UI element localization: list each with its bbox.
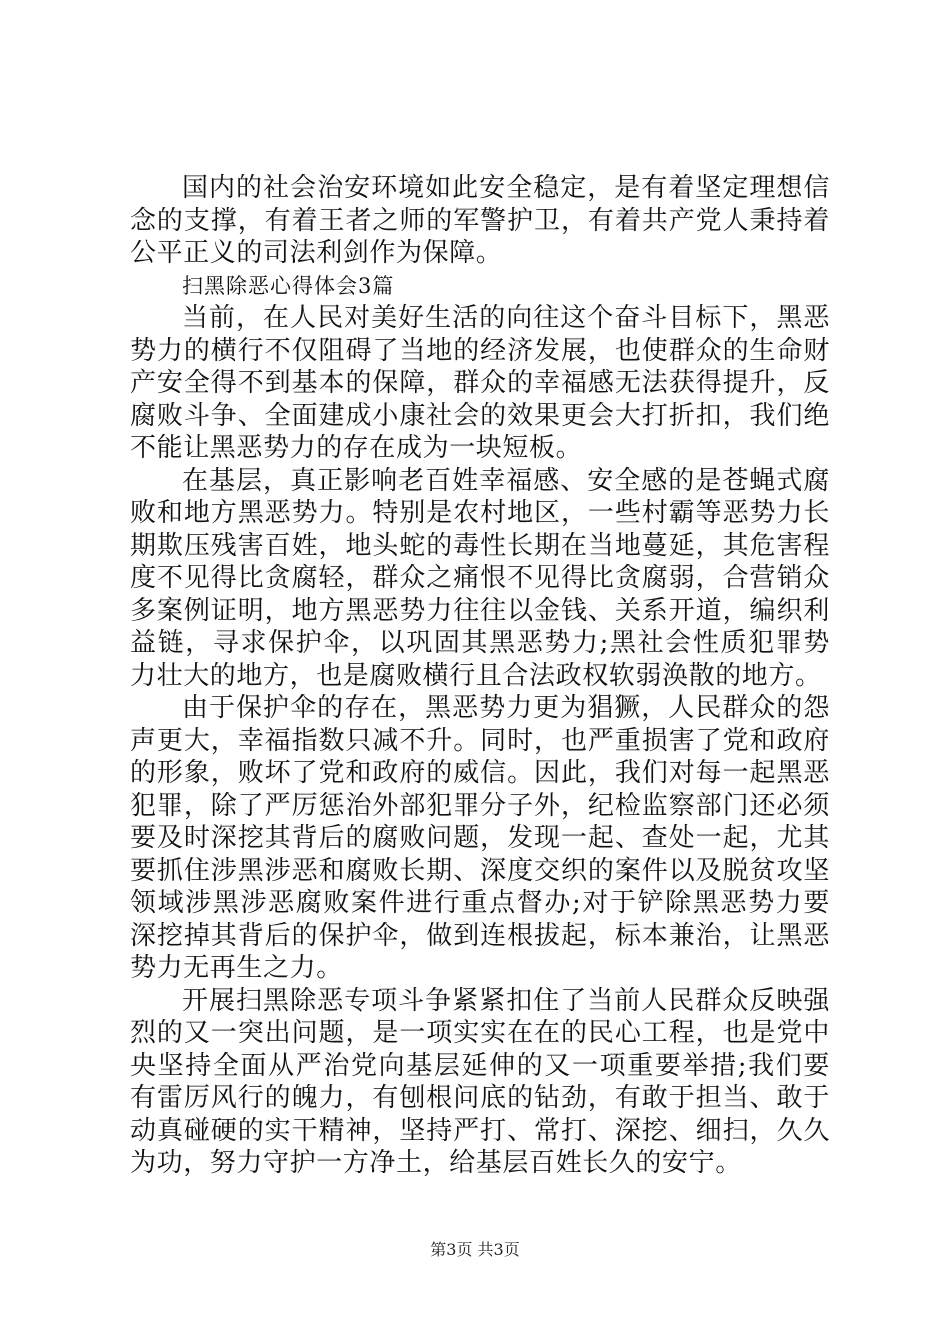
paragraph-2: 在基层，真正影响老百姓幸福感、安全感的是苍蝇式腐败和地方黑恶势力。特别是农村地区，一些村霸等恶势力长期欺压残害百姓，地头蛇的毒性长期在当地蔓延，其危害程度不见得比贪腐轻，群众之痛恨不见得比贪腐弱，合营销众多案例证明，地方黑恶势力往往以金钱、关系开道，编织利益链，寻求保护伞，以巩固其黑恶势力;黑社会性质犯罪势力壮大的地方，也是腐败横行且合法政权软弱涣散的地方。 bbox=[130, 465, 830, 691]
paragraph-3: 由于保护伞的存在，黑恶势力更为猖獗，人民群众的怨声更大，幸福指数只减不升。同时，也严重损害了党和政府的形象，败坏了党和政府的威信。因此，我们对每一起黑恶犯罪，除了严厉惩治外部犯罪分子外，纪检监察部门还必须要及时深挖其背后的腐败问题，发现一起、查处一起，尤其要抓住涉黑涉恶和腐败长期、深度交织的案件以及脱贫攻坚领域涉黑涉恶腐败案件进行重点督办;对于铲除黑恶势力要深挖掉其背后的保护伞，做到连根拔起，标本兼治，让黑恶势力无再生之力。 bbox=[130, 693, 830, 983]
paragraph-4: 开展扫黑除恶专项斗争紧紧扣住了当前人民群众反映强烈的又一突出问题，是一项实实在在的民心工程，也是党中央坚持全面从严治党向基层延伸的又一项重要举措;我们要有雷厉风行的魄力，有刨根问底的钻劲，有敢于担当、敢于动真碰硬的实干精神，坚持严打、常打、深挖、细扫，久久为功，努力守护一方净土，给基层百姓长久的安宁。 bbox=[130, 985, 830, 1178]
page-footer: 第3页 共3页 bbox=[430, 1240, 520, 1259]
section-title: 扫黑除恶心得体会3篇 bbox=[182, 273, 395, 298]
paragraph-intro: 国内的社会治安环境如此安全稳定，是有着坚定理想信念的支撑，有着王者之师的军警护卫，有着共产党人秉持着公平正义的司法利剑作为保障。 bbox=[130, 173, 830, 268]
document-body bbox=[130, 172, 830, 1180]
paragraph-1: 当前，在人民对美好生活的向往这个奋斗目标下，黑恶势力的横行不仅阻碍了当地的经济发展，也使群众的生命财产安全得不到基本的保障，群众的幸福感无法获得提升，反腐败斗争、全面建成小康社会的效果更会大打折扣，我们绝不能让黑恶势力的存在成为一块短板。 bbox=[130, 303, 830, 463]
